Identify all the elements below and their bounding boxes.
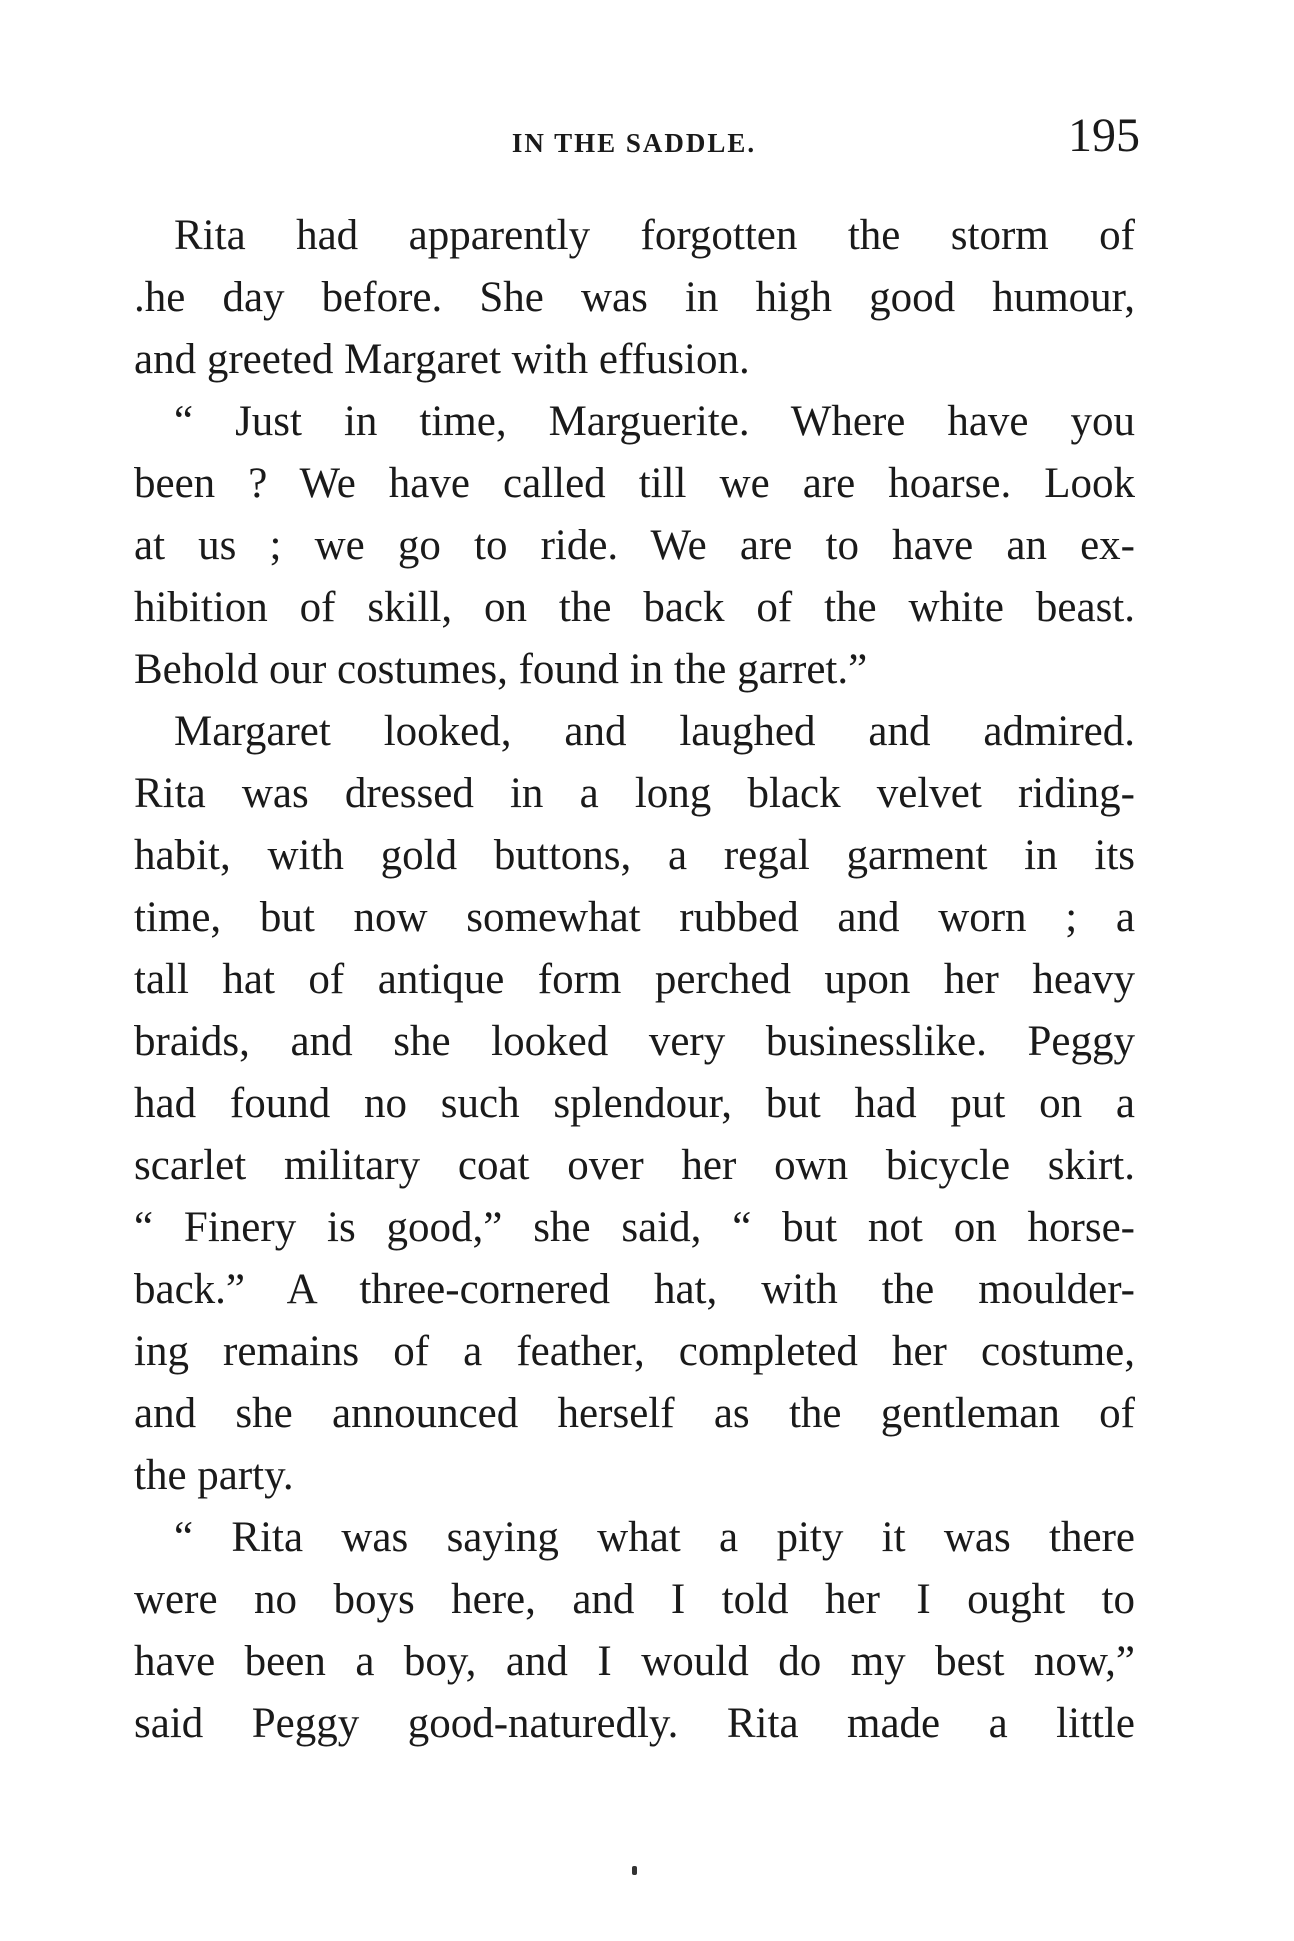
- text-line: Rita had apparently forgotten the storm of: [174, 212, 1135, 259]
- text-line: time, but now somewhat rubbed and worn ; a: [134, 894, 1135, 941]
- page-number: 195: [1068, 109, 1140, 162]
- body-text: [134, 205, 1135, 1755]
- text-line: Rita was dressed in a long black velvet riding-: [134, 770, 1135, 817]
- text-line: have been a boy, and I would do my best now,”: [134, 1638, 1135, 1685]
- running-head: [134, 108, 1140, 168]
- text-line: ing remains of a feather, completed her costume,: [134, 1328, 1135, 1375]
- text-line: “ Just in time, Marguerite. Where have you: [174, 398, 1135, 445]
- text-line: hibition of skill, on the back of the white beast.: [134, 584, 1135, 631]
- text-line: been ? We have called till we are hoarse. Look: [134, 460, 1135, 507]
- text-line: said Peggy good-naturedly. Rita made a little: [134, 1700, 1135, 1747]
- text-line: .he day before. She was in high good humour,: [134, 274, 1135, 321]
- running-title: IN THE SADDLE.: [511, 128, 757, 158]
- text-line: back.” A three-cornered hat, with the moulder-: [134, 1266, 1135, 1313]
- print-speck: [632, 1866, 637, 1875]
- text-line: at us ; we go to ride. We are to have an ex-: [134, 522, 1135, 569]
- text-line: braids, and she looked very businesslike. Peggy: [134, 1018, 1135, 1065]
- text-line: and greeted Margaret with effusion.: [134, 336, 750, 383]
- text-line: “ Finery is good,” she said, “ but not on horse-: [134, 1204, 1135, 1251]
- text-line: the party.: [134, 1452, 294, 1499]
- text-line: and she announced herself as the gentleman of: [134, 1390, 1135, 1437]
- text-line: Margaret looked, and laughed and admired.: [174, 708, 1135, 755]
- text-line: “ Rita was saying what a pity it was there: [174, 1514, 1135, 1561]
- text-line: were no boys here, and I told her I ought to: [134, 1576, 1135, 1623]
- text-line: habit, with gold buttons, a regal garment in its: [134, 832, 1135, 879]
- text-line: tall hat of antique form perched upon her heavy: [134, 956, 1135, 1003]
- text-line: Behold our costumes, found in the garret.”: [134, 646, 868, 693]
- text-line: scarlet military coat over her own bicycle skirt.: [134, 1142, 1135, 1189]
- text-line: had found no such splendour, but had put on a: [134, 1080, 1135, 1127]
